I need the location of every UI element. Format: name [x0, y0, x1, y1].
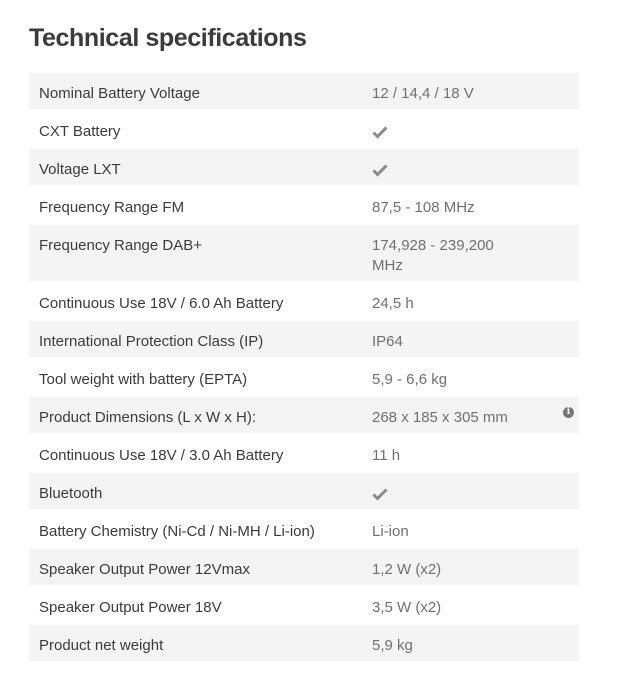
spec-row	[29, 549, 579, 587]
spec-label: International Protection Class (IP)	[39, 333, 264, 350]
spec-row	[29, 321, 579, 359]
checkmark-icon	[372, 163, 388, 177]
spec-value: 268 x 185 x 305 mm	[372, 409, 508, 426]
spec-value: 12 / 14,4 / 18 V	[372, 85, 474, 102]
spec-row	[29, 225, 579, 283]
spec-label: Product Dimensions (L x W x H):	[39, 409, 256, 426]
spec-row	[29, 149, 579, 187]
spec-row	[29, 587, 579, 625]
spec-label: Bluetooth	[39, 485, 103, 502]
spec-row	[29, 283, 579, 321]
spec-label: CXT Battery	[39, 123, 121, 140]
spec-value: Li-ion	[372, 523, 409, 540]
spec-row	[29, 359, 579, 397]
spec-value: 5,9 - 6,6 kg	[372, 371, 448, 388]
spec-value: 5,9 kg	[372, 637, 413, 654]
spec-row	[29, 111, 579, 149]
page-title: Technical specifications	[29, 24, 307, 52]
spec-label: Speaker Output Power 12Vmax	[39, 561, 250, 578]
checkmark-icon	[372, 487, 388, 501]
spec-value: 11 h	[372, 447, 401, 464]
spec-label: Product net weight	[39, 637, 164, 654]
spec-label: Continuous Use 18V / 6.0 Ah Battery	[39, 295, 284, 312]
spec-value	[372, 149, 527, 183]
spec-label: Frequency Range DAB+	[39, 237, 203, 254]
spec-label: Tool weight with battery (EPTA)	[39, 371, 248, 388]
info-icon[interactable]: i	[563, 407, 574, 418]
spec-row	[29, 73, 579, 111]
spec-label: Voltage LXT	[39, 161, 121, 178]
spec-table	[29, 73, 579, 663]
spec-label: Nominal Battery Voltage	[39, 85, 200, 102]
spec-row	[29, 511, 579, 549]
spec-row	[29, 473, 579, 511]
spec-row	[29, 187, 579, 225]
spec-row	[29, 435, 579, 473]
spec-value	[372, 473, 527, 507]
spec-value: 3,5 W (x2)	[372, 599, 442, 616]
spec-label: Continuous Use 18V / 3.0 Ah Battery	[39, 447, 284, 464]
spec-label: Frequency Range FM	[39, 199, 185, 216]
spec-value	[372, 111, 527, 145]
spec-label: Speaker Output Power 18V	[39, 599, 222, 616]
spec-value: 24,5 h	[372, 295, 414, 312]
spec-value: 1,2 W (x2)	[372, 561, 442, 578]
spec-value: 174,928 - 239,200 MHz	[372, 237, 494, 274]
checkmark-icon	[372, 125, 388, 139]
spec-row	[29, 625, 579, 663]
spec-row	[29, 397, 579, 435]
spec-value: IP64	[372, 333, 403, 350]
spec-label: Battery Chemistry (Ni-Cd / Ni-MH / Li-ion)	[39, 523, 315, 540]
spec-value: 87,5 - 108 MHz	[372, 199, 475, 216]
